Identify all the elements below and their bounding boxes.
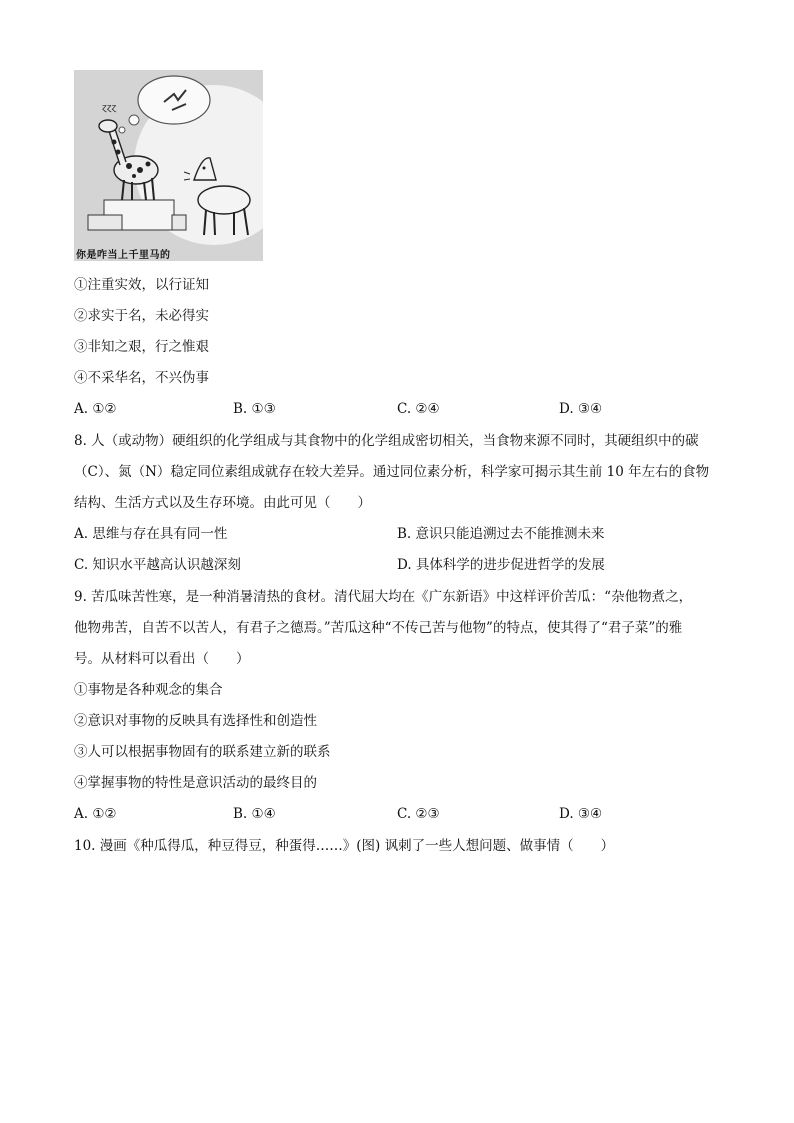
q7-option-a[interactable]: A. ①② bbox=[74, 401, 117, 417]
q8-option-d[interactable]: D. 具体科学的进步促进哲学的发展 bbox=[397, 557, 605, 573]
q8-option-b[interactable]: B. 意识只能追溯过去不能推测未来 bbox=[397, 526, 605, 542]
cartoon-caption: 你是咋当上千里马的 bbox=[76, 250, 171, 261]
q9-stem-line-3: 号。从材料可以看出（ ） bbox=[74, 651, 250, 667]
q7-item-3: ③非知之艰，行之惟艰 bbox=[74, 339, 209, 355]
q9-option-b[interactable]: B. ①④ bbox=[233, 806, 276, 822]
cartoon-image bbox=[74, 70, 263, 261]
q7-item-2: ②求实于名，未必得实 bbox=[74, 308, 209, 324]
q7-option-d[interactable]: D. ③④ bbox=[559, 401, 603, 417]
q9-item-1: ①事物是各种观念的集合 bbox=[74, 682, 223, 698]
q7-item-1: ①注重实效，以行证知 bbox=[74, 277, 209, 293]
q7-item-4: ④不采华名，不兴伪事 bbox=[74, 370, 209, 386]
q9-stem-line-1: 9. 苦瓜味苦性寒，是一种消暑清热的食材。清代屈大均在《广东新语》中这样评价苦瓜：“杂他物煮之， bbox=[74, 589, 693, 605]
q9-item-3: ③人可以根据事物固有的联系建立新的联系 bbox=[74, 744, 331, 760]
q10-stem: 10. 漫画《种瓜得瓜，种豆得豆，种蛋得……》(图) 讽刺了一些人想问题、做事情（ ） bbox=[74, 838, 615, 854]
q9-item-4: ④掌握事物的特性是意识活动的最终目的 bbox=[74, 775, 317, 791]
q8-option-c[interactable]: C. 知识水平越高认识越深刻 bbox=[74, 557, 241, 573]
q7-option-c[interactable]: C. ②④ bbox=[397, 401, 440, 417]
q9-option-a[interactable]: A. ①② bbox=[74, 806, 117, 822]
q9-option-c[interactable]: C. ②③ bbox=[397, 806, 440, 822]
q9-stem-line-2: 他物弗苦，自苦不以苦人，有君子之德焉。”苦瓜这种“不传己苦与他物”的特点，使其得了“君子菜”的雅 bbox=[74, 620, 683, 636]
q8-option-a[interactable]: A. 思维与存在具有同一性 bbox=[74, 526, 228, 542]
q8-stem-line-2: （C）、氮（N）稳定同位素组成就存在较大差异。通过同位素分析，科学家可揭示其生前 10 年左右的食物 bbox=[74, 464, 710, 480]
q8-stem-line-1: 8. 人（或动物）硬组织的化学组成与其食物中的化学组成密切相关，当食物来源不同时，其硬组织中的碳 bbox=[74, 433, 699, 449]
q8-stem-line-3: 结构、生活方式以及生存环境。由此可见（ ） bbox=[74, 495, 371, 511]
cartoon-giraffe-horse-illustration bbox=[74, 70, 263, 261]
q7-option-b[interactable]: B. ①③ bbox=[233, 401, 276, 417]
q9-option-d[interactable]: D. ③④ bbox=[559, 806, 603, 822]
svg-text:ɀɀɀ: ɀɀɀ bbox=[102, 103, 117, 113]
q9-item-2: ②意识对事物的反映具有选择性和创造性 bbox=[74, 713, 317, 729]
